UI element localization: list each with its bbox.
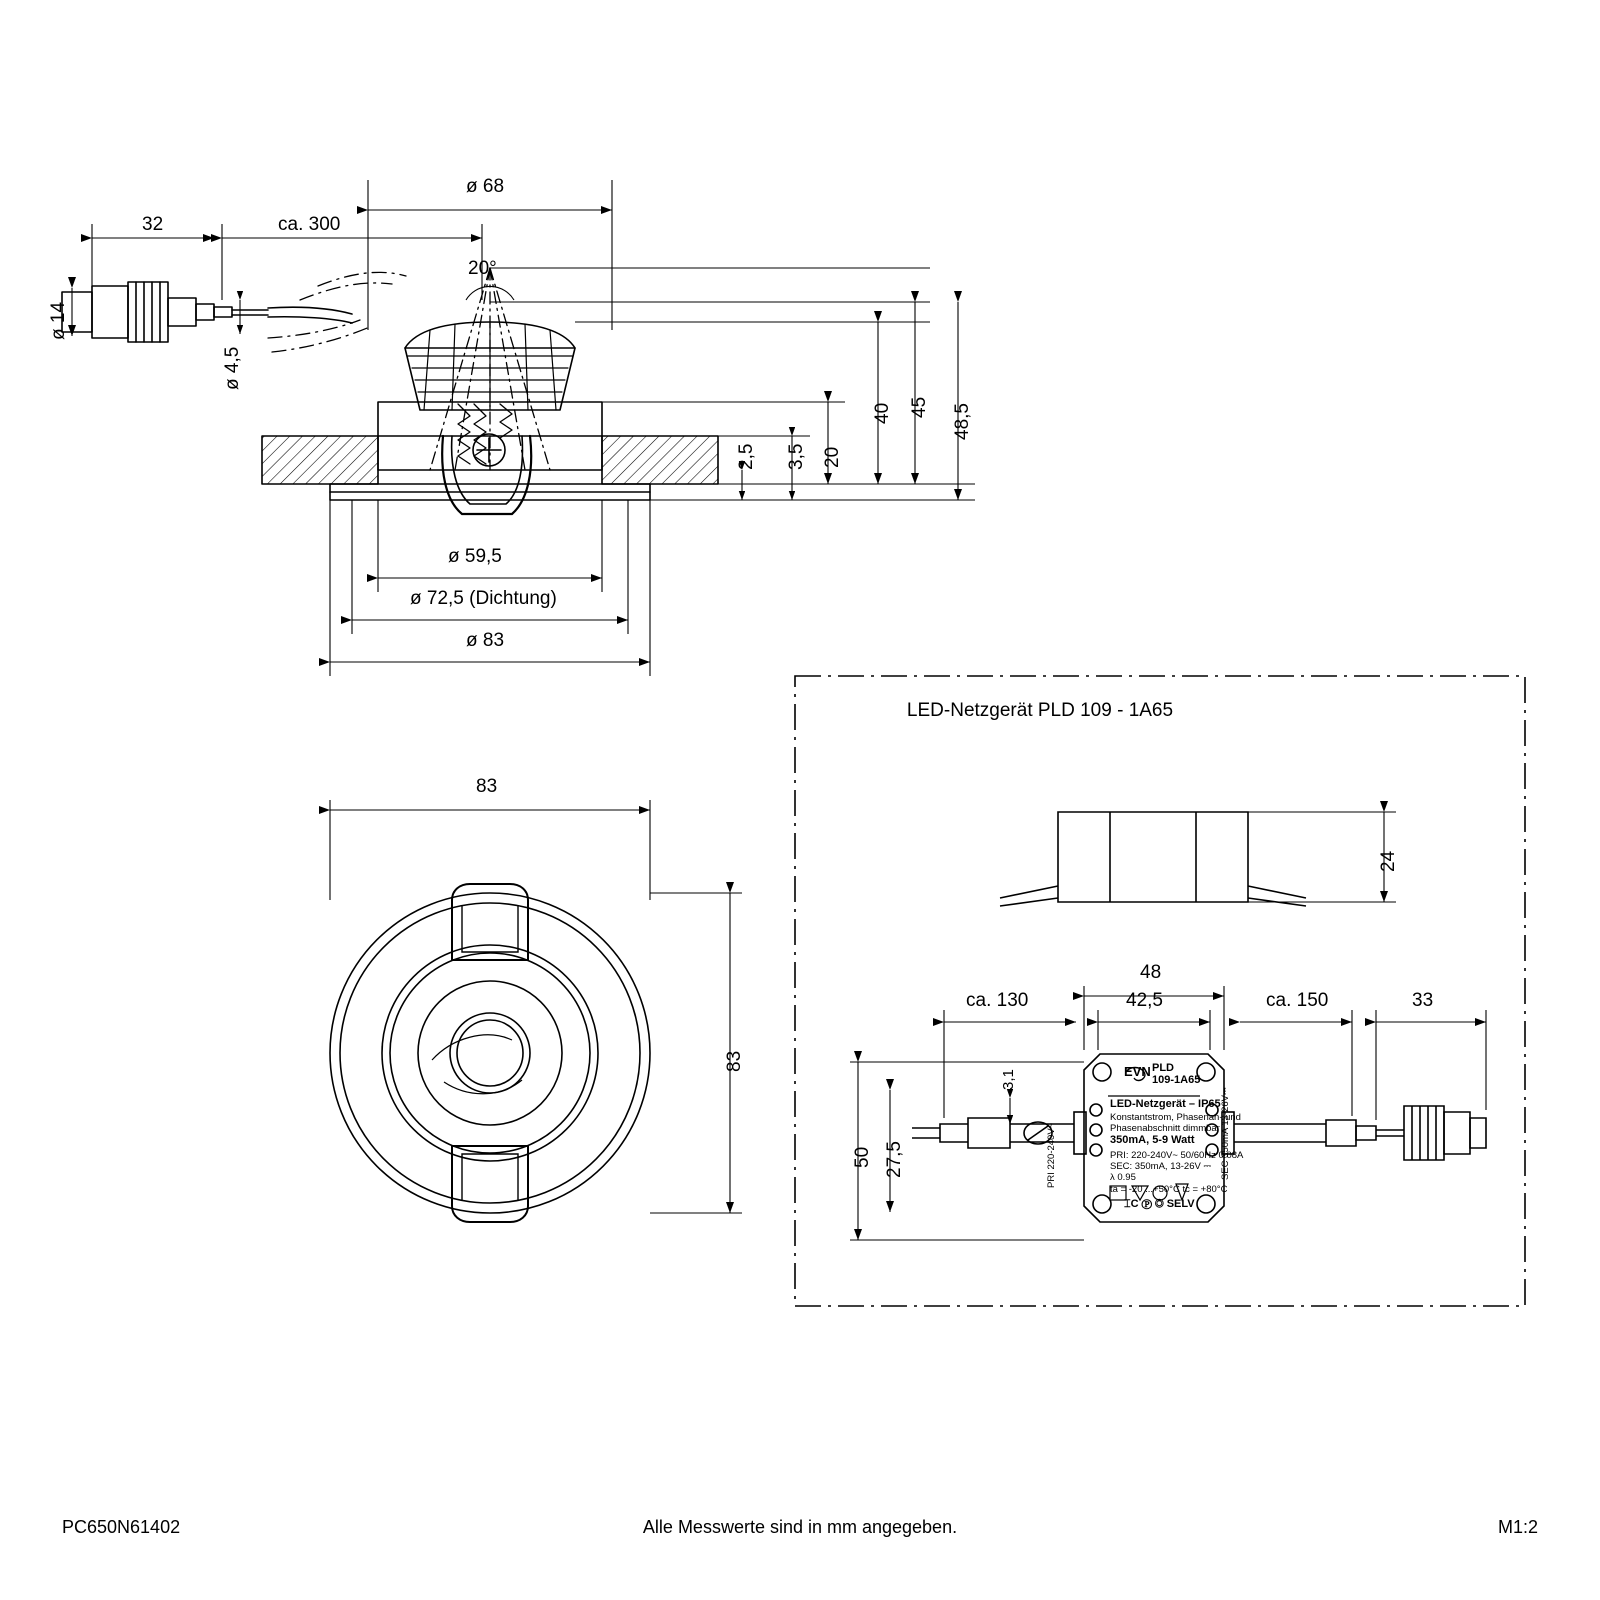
driver-label-line7: ta = -20 ...+50°C tc = +80°C xyxy=(1110,1184,1228,1195)
driver-label-line5: SEC: 350mA, 13-26V ⎓ xyxy=(1110,1161,1212,1172)
dim-48: 48 xyxy=(1140,962,1162,983)
scale-note: M1:2 xyxy=(1497,1517,1538,1537)
dim-50: 50 xyxy=(852,1146,873,1168)
dim-angle: 20° xyxy=(468,258,497,279)
dim-33: 33 xyxy=(1412,990,1434,1011)
driver-label-line4: PRI: 220-240V~ 50/60Hz 0.08A xyxy=(1110,1150,1244,1161)
driver-model-2: 109-1A65 xyxy=(1152,1074,1201,1086)
dim-83-width: 83 xyxy=(476,776,498,797)
dim-d72-5: ø 72,5 (Dichtung) xyxy=(410,588,557,609)
dim-3-5: 3,5 xyxy=(786,443,807,470)
dim-d68: ø 68 xyxy=(466,176,505,197)
dim-27-5: 27,5 xyxy=(884,1141,905,1178)
driver-label-line6: λ 0.95 xyxy=(1110,1172,1136,1183)
driver-label-sec: SEC 350mA 13-26V⎓ xyxy=(1220,1087,1231,1180)
dim-40: 40 xyxy=(872,402,893,424)
driver-caption: LED-Netzgerät PLD 109 - 1A65 xyxy=(906,700,1174,721)
driver-label-line1: Konstantstrom, Phasenan- und xyxy=(1110,1112,1241,1123)
dim-3-1: 3,1 xyxy=(1000,1069,1017,1090)
dim-ca150: ca. 150 xyxy=(1266,990,1329,1011)
driver-label-line2: Phasenabschnitt dimmbar xyxy=(1110,1123,1220,1134)
dim-d83-section: ø 83 xyxy=(466,630,505,651)
units-note: Alle Messwerte sind in mm angegeben. xyxy=(642,1517,958,1537)
dim-32: 32 xyxy=(142,214,164,235)
driver-label-pri: PRI 220-240V~ xyxy=(1046,1122,1057,1188)
driver-label-title: LED-Netzgerät – IP65 xyxy=(1110,1098,1221,1110)
dim-d59-5: ø 59,5 xyxy=(448,546,502,567)
driver-label-line3: 350mA, 5-9 Watt xyxy=(1110,1134,1195,1146)
dim-83-height: 83 xyxy=(724,1050,745,1072)
dim-20: 20 xyxy=(822,446,843,468)
dim-ca300: ca. 300 xyxy=(278,214,341,235)
dim-ca130: ca. 130 xyxy=(966,990,1029,1011)
dim-2-5: 2,5 xyxy=(736,443,757,470)
dim-d45: ø 4,5 xyxy=(222,346,243,390)
article-number: PC650N61402 xyxy=(62,1517,181,1537)
dim-42-5: 42,5 xyxy=(1126,990,1163,1011)
dim-24: 24 xyxy=(1378,850,1399,872)
dim-45: 45 xyxy=(909,396,930,418)
driver-label-selv: ⌶C Ⓟ ◎ SELV xyxy=(1124,1198,1195,1210)
driver-brand: EVN xyxy=(1124,1064,1151,1079)
driver-model-1: PLD xyxy=(1152,1062,1174,1074)
dim-d14: ø 14 xyxy=(48,301,69,340)
dim-48-5: 48,5 xyxy=(952,403,973,440)
